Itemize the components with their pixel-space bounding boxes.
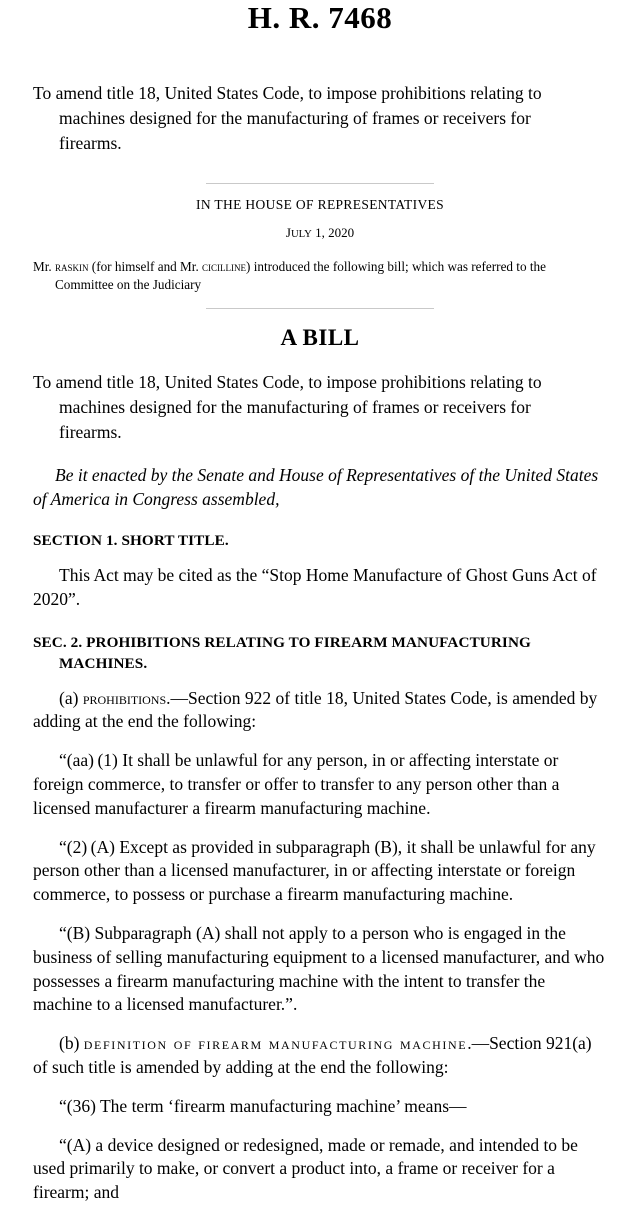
section-2-heading-line-2: MACHINES. [59,654,148,672]
long-title-repeat-line-1: To amend title 18, United States Code, to impose prohibitions relating to [33,371,542,392]
long-title [33,33,607,156]
bill-heading: A BILL [280,324,360,350]
bill-number: H. R. 7468 [247,0,393,35]
long-title-repeat-line-2: machines designed for the manufacturing of frames or receivers for [59,396,531,417]
subsection-a-caption: prohibitions [82,687,167,708]
primary-sponsor-name: raskin [54,258,89,274]
date-first-letter: J [285,224,291,240]
subsection-b [33,1017,607,1080]
quoted-paragraph-aa-1: “(aa) (1) It shall be unlawful for any person, in or affecting interstate or foreign commerce, to transfer or offer to transfer to any person other than a licensed manufacturer a firearm manufacturing machine. [33,750,560,818]
quoted-paragraph-2-B: “(B) Subparagraph (A) shall not apply to a person who is engaged in the business of selling manufacturing equipment to a licensed manufacturer, and who possesses a firearm manufacturing machine with the intent to transfer the machine to a licensed manufacturer.”. [33,922,605,1015]
sponsor-prefix: Mr. [33,258,55,274]
sponsor-middle-text: (for himself and Mr. [88,258,203,274]
cosponsor-name: cicilline [202,258,247,274]
sponsor-suffix-text: ) introduced the following bill; which was referred to the [246,258,546,274]
introduction-date [33,213,607,241]
quoted-paragraph-36: “(36) The term ‘firearm manufacturing machine’ means— [59,1095,467,1116]
quoted-paragraph-2-A: “(2) (A) Except as provided in subparagraph (B), it shall be unlawful for any person other than a licensed manufacturer, in or affecting interstate or foreign commerce, to possess or purchase a firearm manufacturing machine. [33,836,596,905]
subsection-a-marker: (a) [59,687,83,708]
date-day-year: 1, 2020 [311,224,355,240]
subsection-a-text: .—Section 922 of title 18, United States Code, is amended by adding at the end the following: [33,687,598,732]
long-title-line-2: machines designed for the manufacturing of frames or receivers for [59,107,531,128]
quoted-paragraph-36-A: “(A) a device designed or redesigned, made or remade, and intended to be used primarily to make, or convert a product into, a frame or receiver for a firearm; and [33,1134,578,1203]
section-1-heading: SECTION 1. SHORT TITLE. [33,531,229,549]
subsection-b-caption: definition of firearm manufacturing machine [83,1033,468,1054]
section-2-heading [33,611,607,673]
referral-committee: Committee on the Judiciary [55,276,202,292]
section-2-heading-line-1: SEC. 2. PROHIBITIONS RELATING TO FIREARM MANUFACTURING [33,634,531,652]
long-title-line-1: To amend title 18, United States Code, to impose prohibitions relating to [33,83,542,103]
chamber-line: IN THE HOUSE OF REPRESENTATIVES [195,196,445,212]
subsection-a [33,674,607,735]
subsection-b-text: .—Section 921(a) of such title is amended by adding at the end the following: [33,1033,592,1077]
date-month-rest: ULY [290,228,312,240]
enacting-clause: Be it enacted by the Senate and House of Representatives of the United States of America in Congress assembled, [33,464,599,509]
sponsor-line [33,241,607,294]
long-title-repeat-line-3: firearms. [59,421,122,442]
long-title-repeat [33,351,607,445]
subsection-b-marker: (b) [59,1033,84,1054]
section-1-body: This Act may be cited as the “Stop Home Manufacture of Ghost Guns Act of 2020”. [33,564,597,609]
long-title-line-3: firearms. [59,132,122,153]
